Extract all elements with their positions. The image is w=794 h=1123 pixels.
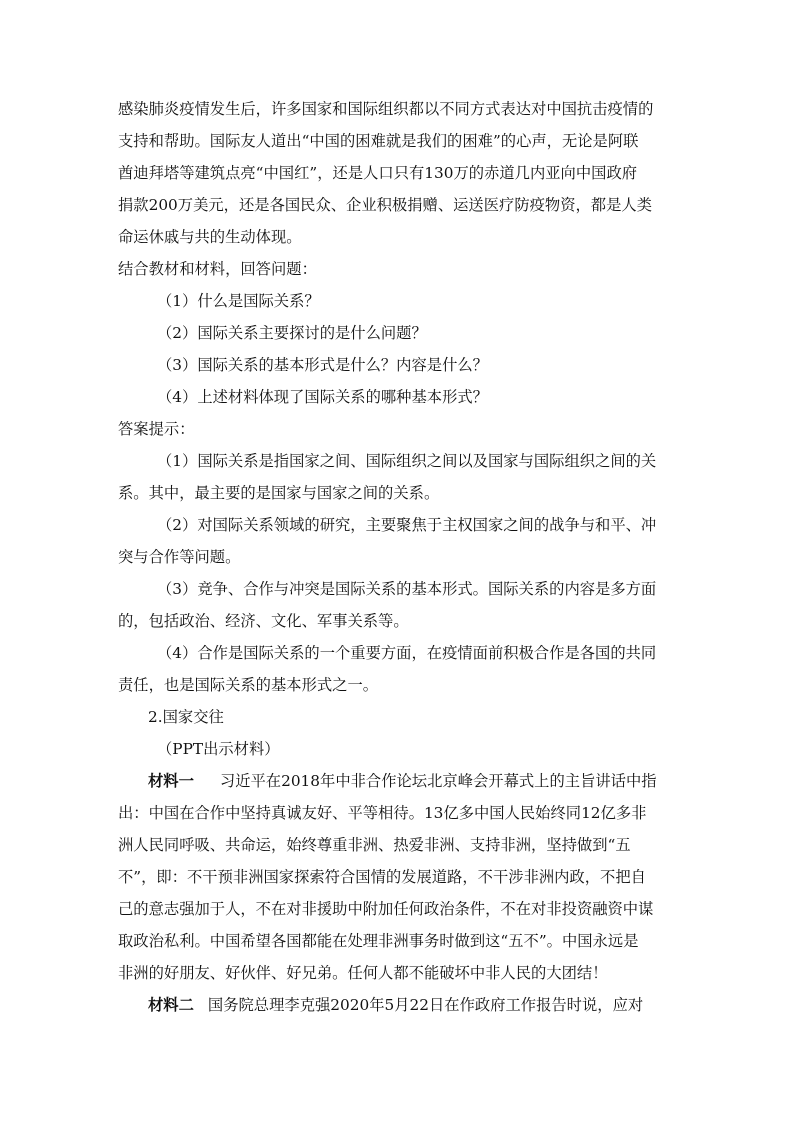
material-one-label: 材料一 — [148, 772, 194, 790]
text-line: 不”，即：不干预非洲国家探索符合国情的发展道路，不干涉非洲内政，不把自 — [118, 868, 646, 886]
text-line: 突与合作等问题。 — [118, 548, 241, 566]
text-line: 非洲的好朋友、好伙伴、好兄弟。任何人都不能破坏中非人民的大团结！ — [118, 964, 608, 982]
text-line: 洲人民同呼吸、共命运，始终尊重非洲、热爱非洲、支持非洲，坚持做到“五 — [118, 836, 631, 854]
text-line: 责任，也是国际关系的基本形式之一。 — [118, 676, 379, 694]
ppt-note: （PPT出示材料） — [157, 740, 280, 758]
material-one-line — [148, 771, 708, 791]
text-line: 捐款200万美元，还是各国民众、企业积极捐赠、运送医疗防疫物资，都是人类 — [118, 196, 652, 214]
answer-item: （4）合作是国际关系的一个重要方面，在疫情面前积极合作是各国的共同 — [157, 644, 657, 662]
material-two-label: 材料二 — [148, 996, 194, 1014]
text-run: 国务院总理李克强2020年5月22日在作政府工作报告时说，应对 — [207, 996, 644, 1014]
material-two-line — [148, 995, 708, 1015]
text-line: 系。其中，最主要的是国家与国家之间的关系。 — [118, 484, 440, 502]
answer-heading: 答案提示： — [118, 420, 195, 438]
text-line: 感染肺炎疫情发生后，许多国家和国际组织都以不同方式表达对中国抗击疫情的 — [118, 100, 654, 118]
text-line: 取政治私利。中国希望各国都能在处理非洲事务时做到这“五不”。中国永远是 — [118, 932, 639, 950]
text-line: 命运休戚与共的生动体现。 — [118, 228, 302, 246]
answer-item: （2）对国际关系领域的研究，主要聚焦于主权国家之间的战争与和平、冲 — [157, 516, 657, 534]
text-line: 的，包括政治、经济、文化、军事关系等。 — [118, 612, 409, 630]
text-line: 酋迪拜塔等建筑点亮“中国红”，还是人口只有130万的赤道几内亚向中国政府 — [118, 164, 638, 182]
answer-item: （1）国际关系是指国家之间、国际组织之间以及国家与国际组织之间的关 — [157, 452, 657, 470]
text-line: 出：中国在合作中坚持真诚友好、平等相待。13亿多中国人民始终同12亿多非 — [118, 804, 647, 822]
text-line: 支持和帮助。国际友人道出“中国的困难就是我们的困难”的心声，无论是阿联 — [118, 132, 639, 150]
text-line: 己的意志强加于人，不在对非援助中附加任何政治条件，不在对非投资融资中谋 — [118, 900, 654, 918]
answer-item: （3）竞争、合作与冲突是国际关系的基本形式。国际关系的内容是多方面 — [157, 580, 657, 598]
question-item: （3）国际关系的基本形式是什么？内容是什么？ — [157, 356, 488, 374]
question-item: （1）什么是国际关系？ — [157, 292, 320, 310]
question-intro: 结合教材和材料，回答问题： — [118, 260, 317, 278]
section-heading: 2.国家交往 — [148, 708, 224, 726]
question-item: （4）上述材料体现了国际关系的哪种基本形式？ — [157, 388, 488, 406]
question-item: （2）国际关系主要探讨的是什么问题？ — [157, 324, 427, 342]
text-run: 习近平在2018年中非合作论坛北京峰会开幕式上的主旨讲话中指 — [219, 772, 657, 790]
